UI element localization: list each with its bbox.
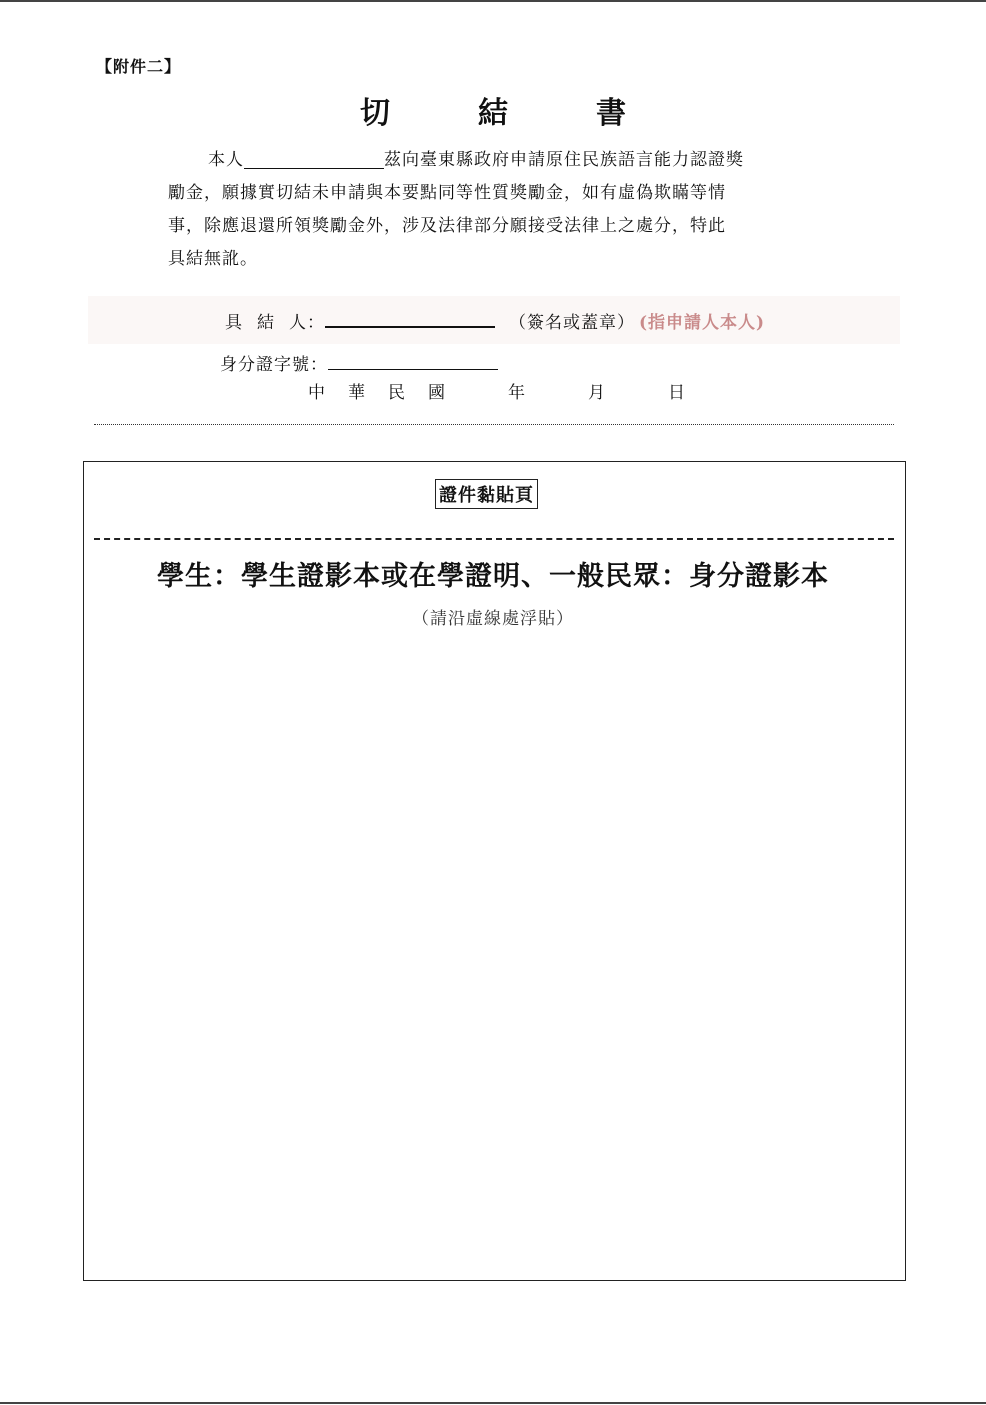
title-char: 結 — [478, 96, 508, 131]
title-char: 切 — [360, 96, 390, 131]
statement-line-2: 勵金，願據實切結未申請與本要點同等性質獎勵金，如有虛偽欺瞞等情 — [168, 183, 726, 203]
statement-line-1 — [168, 144, 796, 177]
dotted-cut-line — [94, 424, 894, 425]
statement-prefix: 本人 — [208, 150, 244, 170]
paste-instruction: 學生：學生證影本或在學證明、一般民眾：身分證影本 — [157, 561, 829, 592]
date-part: 華 — [348, 383, 365, 403]
date-part: 中 — [308, 383, 325, 403]
signer-label — [225, 313, 325, 333]
signer-label-char: 人： — [289, 313, 325, 333]
page-bottom-edge — [0, 1402, 986, 1404]
document-title — [0, 88, 986, 132]
page-top-edge — [0, 0, 986, 2]
paste-note: （請沿虛線處浮貼） — [412, 609, 574, 629]
dashed-paste-line — [94, 538, 894, 540]
signer-label-char: 具 — [225, 313, 243, 333]
date-part: 國 — [428, 383, 445, 403]
date-part: 民 — [388, 383, 405, 403]
title-char: 書 — [596, 96, 626, 131]
statement-line-1-rest: 茲向臺東縣政府申請原住民族語言能力認證獎 — [384, 150, 744, 170]
sign-or-stamp-note: （簽名或蓋章） — [509, 313, 635, 333]
statement-line-3: 事，除應退還所領獎勵金外，涉及法律部分願接受法律上之處分，特此 — [168, 216, 726, 236]
date-day-label: 日 — [668, 383, 685, 403]
statement-paragraph — [168, 144, 796, 276]
date-year-label: 年 — [508, 383, 525, 403]
signer-label-char: 結 — [257, 313, 275, 333]
id-number-blank-field[interactable] — [328, 353, 498, 370]
date-month-label: 月 — [588, 383, 605, 403]
signature-blank-field[interactable] — [325, 308, 495, 328]
id-number-label: 身分證字號： — [220, 355, 328, 375]
id-number-row — [220, 350, 498, 375]
signer-row — [225, 308, 765, 333]
date-row — [308, 378, 685, 403]
name-blank-field[interactable] — [244, 148, 384, 169]
attachment-label: 【附件二】 — [96, 57, 182, 76]
paste-area-heading: 證件黏貼頁 — [435, 479, 538, 509]
statement-line-4: 具結無訛。 — [168, 249, 258, 269]
applicant-self-note: (指申請人本人) — [639, 313, 766, 333]
